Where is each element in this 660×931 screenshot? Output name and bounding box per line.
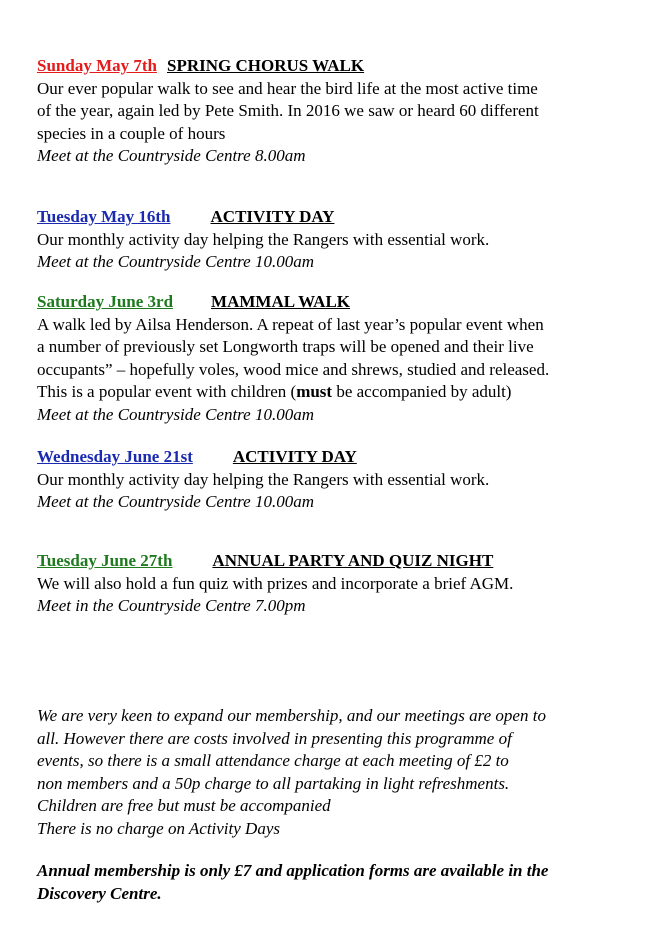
event-annual-party <box>37 550 637 618</box>
note-line: events, so there is a small attendance charge at each meeting of £2 to <box>37 751 509 770</box>
description-line: A walk led by Ailsa Henderson. A repeat of last year’s popular event when <box>37 314 544 334</box>
event-title: SPRING CHORUS WALK <box>166 56 365 75</box>
event-description <box>37 573 637 596</box>
note-line: non members and a 50p charge to all partaking in light refreshments. <box>37 773 510 793</box>
event-title: ACTIVITY DAY <box>210 207 335 226</box>
event-meeting-info: Meet at the Countryside Centre 10.00am <box>37 404 314 424</box>
event-header <box>37 446 637 469</box>
event-meeting-info: Meet in the Countryside Centre 7.00pm <box>37 596 306 615</box>
description-line: of the year, again led by Pete Smith. In 2016 we saw or heard 60 different <box>37 101 539 120</box>
note-line: Children are free but must be accompanied <box>37 796 331 815</box>
text-run: This is a popular event with children ( <box>37 382 297 401</box>
event-title: MAMMAL WALK <box>211 292 351 311</box>
membership-note <box>37 705 637 840</box>
event-date: Sunday May 7th <box>37 56 157 75</box>
event-header <box>37 550 637 573</box>
note-line: all. However there are costs involved in presenting this programme of <box>37 728 512 748</box>
description-line: Our monthly activity day helping the Rangers with essential work. <box>37 469 490 489</box>
event-activity-day-may <box>37 206 637 274</box>
description-line: Our monthly activity day helping the Rangers with essential work. <box>37 229 490 249</box>
description-line: We will also hold a fun quiz with prizes and incorporate a brief AGM. <box>37 573 514 593</box>
event-date: Wednesday June 21st <box>37 447 193 466</box>
description-line: occupants” – hopefully voles, wood mice and shrews, studied and released. <box>37 359 550 379</box>
event-header <box>37 55 637 78</box>
event-meeting-info: Meet at the Countryside Centre 10.00am <box>37 492 314 511</box>
note-line: Annual membership is only £7 and application forms are available in the <box>37 861 549 880</box>
description-line: Our ever popular walk to see and hear the bird life at the most active time <box>37 78 538 98</box>
event-meeting-info: Meet at the Countryside Centre 8.00am <box>37 146 306 165</box>
note-line: We are very keen to expand our membership, and our meetings are open to <box>37 706 546 725</box>
event-description <box>37 229 637 252</box>
text-run: be accompanied by adult) <box>332 382 512 401</box>
note-line: There is no charge on Activity Days <box>37 818 280 838</box>
event-header <box>37 206 637 229</box>
event-activity-day-june <box>37 446 637 514</box>
event-title: ACTIVITY DAY <box>232 447 357 466</box>
event-date: Tuesday May 16th <box>37 207 171 226</box>
description-line <box>37 381 637 404</box>
event-title: ANNUAL PARTY AND QUIZ NIGHT <box>212 551 494 570</box>
description-line: a number of previously set Longworth traps will be opened and their live <box>37 337 534 356</box>
event-description <box>37 469 637 492</box>
description-line: species in a couple of hours <box>37 123 226 143</box>
note-line: Discovery Centre. <box>37 883 162 903</box>
event-meeting-info: Meet at the Countryside Centre 10.00am <box>37 252 314 271</box>
event-header <box>37 291 637 314</box>
event-description <box>37 78 637 146</box>
event-mammal-walk <box>37 291 637 426</box>
event-spring-chorus-walk <box>37 55 637 168</box>
event-date: Saturday June 3rd <box>37 292 174 311</box>
emphasis-must: must <box>296 382 333 401</box>
event-date: Tuesday June 27th <box>37 551 173 570</box>
event-description <box>37 314 637 404</box>
annual-membership-note <box>37 860 637 905</box>
